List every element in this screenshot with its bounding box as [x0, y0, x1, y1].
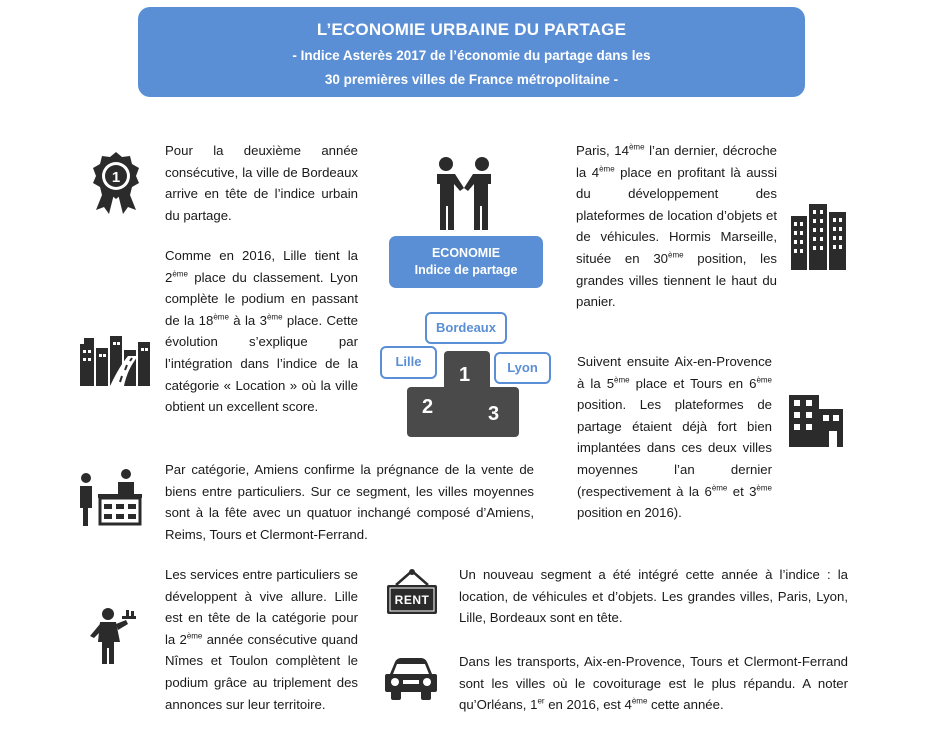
bordeaux-text: Pour la deuxième année consécutive, la ville de Bordeaux arrive en tête de l’indice urbain du partage.	[165, 143, 358, 223]
aix-tours-paragraph	[577, 351, 772, 524]
award-medal-icon	[90, 150, 142, 216]
waiter-icon	[86, 606, 138, 666]
services-text: Les services entre particuliers se développent à vive allure. Lille est en tête de la catégorie pour la 2ème année consécutive quand Nîmes et Toulon complètent le podium grâce au triplement des annonces sur leur territoire.	[165, 567, 358, 712]
transport-paragraph	[459, 651, 848, 716]
amiens-paragraph	[165, 459, 534, 545]
page-subtitle-line1: - Indice Asterès 2017 de l’économie du partage dans les	[292, 48, 651, 63]
rent-sign-label: RENT	[394, 593, 430, 607]
rent-sign-icon	[386, 569, 438, 615]
city-road-icon	[80, 334, 150, 386]
lille-text: Comme en 2016, Lille tient la 2ème place du classement. Lyon complète le podium en passant de la 18ème à la 3ème place. Cette évolution s’explique par l’intégration dans l’indice de la catégorie « Location » où la ville obtient un excellent score.	[165, 248, 359, 415]
office-building-icon	[789, 395, 843, 447]
podium-third-number: 3	[488, 403, 500, 425]
handshake-icon	[434, 156, 494, 232]
economy-label: ECONOMIE	[431, 246, 501, 260]
header-banner	[138, 7, 805, 97]
sharing-index-label: Indice de partage	[414, 263, 518, 277]
services-paragraph	[165, 564, 358, 715]
lille-paragraph	[165, 245, 358, 418]
aix-tours-text: Suivent ensuite Aix-en-Provence à la 5ème place et Tours en 6ème position. Les plateformes de partage étaient déjà fort bien implantées dans ces deux villes moyennes l’an dernier (respectivement à la 6ème et 3ème position en 2016).	[577, 354, 772, 521]
paris-text: Paris, 14ème l’an dernier, décroche la 4ème place en profitant là aussi du développement des plateformes de location d’objets et de véhicules. Hormis Marseille, située en 30ème position, les grandes villes tiennent le haut du panier.	[576, 142, 777, 310]
car-icon	[385, 658, 437, 700]
amiens-text: Par catégorie, Amiens confirme la prégnance de la vente de biens entre particuliers. Sur ce segment, les villes moyennes sont à la fête avec un quatuor inchangé composé d’Amiens, Reims, Tours et Clermont-Ferrand.	[165, 462, 534, 542]
podium-second-city: Lille	[380, 346, 437, 379]
podium-first-number: 1	[459, 364, 471, 386]
market-stall-icon	[76, 466, 142, 528]
page-title: L’ECONOMIE URBAINE DU PARTAGE	[316, 20, 627, 39]
podium-second-number: 2	[422, 396, 434, 418]
podium-third-city: Lyon	[494, 352, 551, 384]
svg-text:1: 1	[111, 169, 121, 186]
paris-paragraph	[576, 140, 777, 313]
page-subtitle-line2: 30 premières villes de France métropolitaine -	[324, 72, 619, 87]
podium-first-city: Bordeaux	[425, 312, 507, 344]
skyscrapers-icon	[791, 204, 846, 270]
economy-index-box	[389, 236, 543, 288]
location-text: Un nouveau segment a été intégré cette année à l’indice : la location, de véhicules et d’objets. Les grandes villes, Paris, Lyon, Lille, Bordeaux sont en tête.	[459, 567, 848, 626]
transport-text: Dans les transports, Aix-en-Provence, Tours et Clermont-Ferrand sont les villes où le covoiturage est le plus répandu. A noter qu’Orléans, 1er en 2016, est 4ème cette année.	[459, 654, 848, 713]
location-paragraph	[459, 564, 848, 629]
bordeaux-paragraph	[165, 140, 358, 226]
